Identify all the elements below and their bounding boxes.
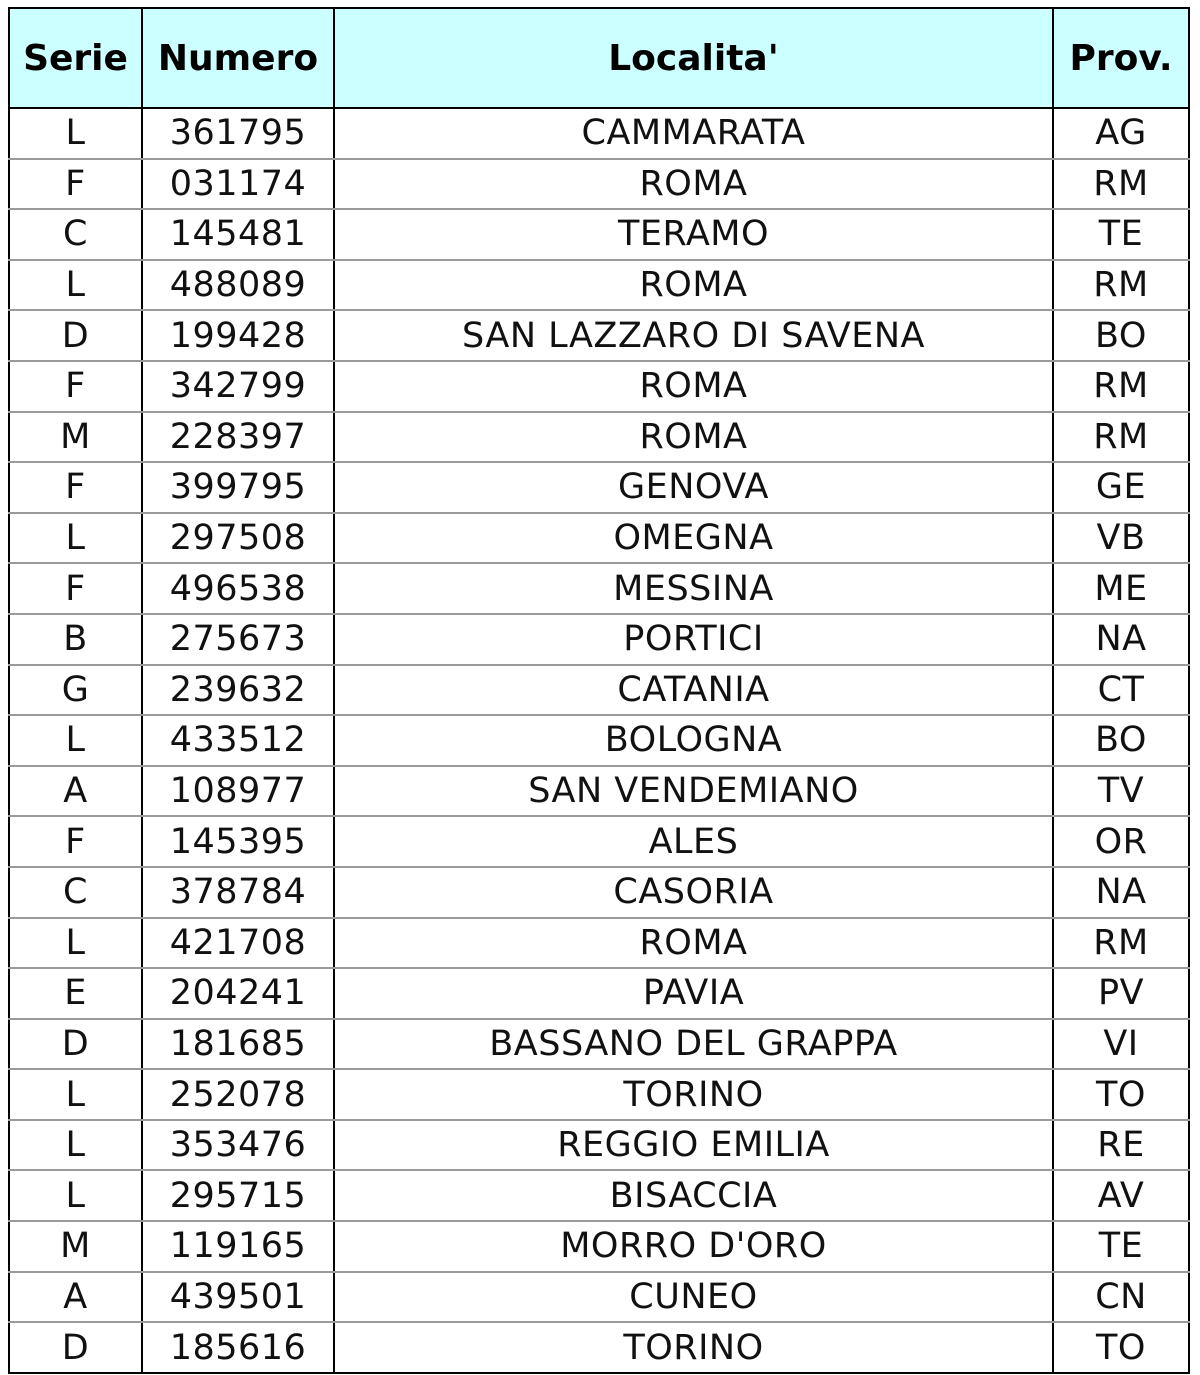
table-row (9, 1019, 1189, 1070)
cell-numero: 145481 (142, 209, 334, 260)
cell-prov: AG (1053, 108, 1189, 159)
cell-prov: TO (1053, 1069, 1189, 1120)
cell-prov: AV (1053, 1170, 1189, 1221)
cell-serie: L (9, 1069, 142, 1120)
cell-localita: SAN LAZZARO DI SAVENA (334, 310, 1053, 361)
cell-prov: VI (1053, 1019, 1189, 1070)
cell-serie: C (9, 867, 142, 918)
cell-localita: OMEGNA (334, 513, 1053, 564)
table-row (9, 614, 1189, 665)
cell-serie: F (9, 462, 142, 513)
cell-localita: ROMA (334, 412, 1053, 463)
cell-localita: CUNEO (334, 1272, 1053, 1323)
cell-localita: TORINO (334, 1069, 1053, 1120)
cell-prov: ME (1053, 563, 1189, 614)
table-row (9, 209, 1189, 260)
header-localita: Localita' (334, 8, 1053, 108)
cell-numero: 199428 (142, 310, 334, 361)
cell-localita: REGGIO EMILIA (334, 1120, 1053, 1171)
cell-prov: RE (1053, 1120, 1189, 1171)
cell-numero: 433512 (142, 715, 334, 766)
cell-serie: A (9, 766, 142, 817)
cell-localita: MORRO D'ORO (334, 1221, 1053, 1272)
cell-localita: MESSINA (334, 563, 1053, 614)
cell-localita: ROMA (334, 260, 1053, 311)
cell-numero: 496538 (142, 563, 334, 614)
table-row (9, 1069, 1189, 1120)
cell-serie: F (9, 159, 142, 210)
cell-numero: 488089 (142, 260, 334, 311)
cell-numero: 145395 (142, 816, 334, 867)
cell-serie: F (9, 816, 142, 867)
table-row (9, 159, 1189, 210)
cell-serie: D (9, 310, 142, 361)
cell-numero: 361795 (142, 108, 334, 159)
cell-prov: RM (1053, 260, 1189, 311)
table-row (9, 1120, 1189, 1171)
cell-localita: BASSANO DEL GRAPPA (334, 1019, 1053, 1070)
header-serie: Serie (9, 8, 142, 108)
cell-localita: CAMMARATA (334, 108, 1053, 159)
cell-numero: 342799 (142, 361, 334, 412)
table-row (9, 766, 1189, 817)
cell-localita: ROMA (334, 159, 1053, 210)
cell-serie: E (9, 968, 142, 1019)
table-row (9, 260, 1189, 311)
table-row (9, 563, 1189, 614)
cell-numero: 252078 (142, 1069, 334, 1120)
cell-localita: CATANIA (334, 665, 1053, 716)
cell-prov: PV (1053, 968, 1189, 1019)
cell-numero: 421708 (142, 918, 334, 969)
cell-numero: 031174 (142, 159, 334, 210)
cell-numero: 228397 (142, 412, 334, 463)
cell-serie: M (9, 412, 142, 463)
cell-serie: G (9, 665, 142, 716)
cell-numero: 295715 (142, 1170, 334, 1221)
cell-numero: 353476 (142, 1120, 334, 1171)
cell-serie: F (9, 361, 142, 412)
table-row (9, 968, 1189, 1019)
table-row (9, 918, 1189, 969)
cell-localita: TORINO (334, 1322, 1053, 1373)
cell-serie: L (9, 1120, 142, 1171)
cell-serie: L (9, 1170, 142, 1221)
table-header-row (9, 8, 1189, 108)
cell-prov: CT (1053, 665, 1189, 716)
cell-serie: D (9, 1322, 142, 1373)
cell-localita: PAVIA (334, 968, 1053, 1019)
table-row (9, 867, 1189, 918)
table-row (9, 1170, 1189, 1221)
cell-numero: 297508 (142, 513, 334, 564)
cell-serie: D (9, 1019, 142, 1070)
cell-serie: L (9, 260, 142, 311)
cell-prov: BO (1053, 715, 1189, 766)
cell-prov: OR (1053, 816, 1189, 867)
cell-numero: 239632 (142, 665, 334, 716)
cell-localita: ALES (334, 816, 1053, 867)
cell-serie: M (9, 1221, 142, 1272)
cell-numero: 439501 (142, 1272, 334, 1323)
table-row (9, 1221, 1189, 1272)
cell-localita: PORTICI (334, 614, 1053, 665)
cell-prov: TE (1053, 209, 1189, 260)
cell-prov: BO (1053, 310, 1189, 361)
cell-numero: 378784 (142, 867, 334, 918)
table-row (9, 1272, 1189, 1323)
cell-serie: B (9, 614, 142, 665)
cell-prov: VB (1053, 513, 1189, 564)
cell-numero: 185616 (142, 1322, 334, 1373)
results-table (8, 7, 1190, 1374)
table-row (9, 361, 1189, 412)
header-numero: Numero (142, 8, 334, 108)
cell-prov: TE (1053, 1221, 1189, 1272)
cell-serie: A (9, 1272, 142, 1323)
cell-numero: 399795 (142, 462, 334, 513)
cell-prov: TV (1053, 766, 1189, 817)
cell-prov: TO (1053, 1322, 1189, 1373)
cell-prov: RM (1053, 918, 1189, 969)
table-row (9, 665, 1189, 716)
cell-localita: ROMA (334, 918, 1053, 969)
cell-prov: RM (1053, 412, 1189, 463)
cell-prov: RM (1053, 361, 1189, 412)
cell-serie: L (9, 108, 142, 159)
cell-localita: SAN VENDEMIANO (334, 766, 1053, 817)
cell-serie: F (9, 563, 142, 614)
cell-numero: 108977 (142, 766, 334, 817)
cell-prov: GE (1053, 462, 1189, 513)
table-row (9, 412, 1189, 463)
cell-numero: 275673 (142, 614, 334, 665)
cell-prov: RM (1053, 159, 1189, 210)
header-prov: Prov. (1053, 8, 1189, 108)
cell-serie: L (9, 715, 142, 766)
results-table-container (8, 7, 1188, 1374)
table-row (9, 462, 1189, 513)
cell-prov: CN (1053, 1272, 1189, 1323)
cell-numero: 181685 (142, 1019, 334, 1070)
cell-numero: 204241 (142, 968, 334, 1019)
cell-prov: NA (1053, 614, 1189, 665)
table-row (9, 715, 1189, 766)
table-row (9, 1322, 1189, 1373)
cell-serie: L (9, 918, 142, 969)
cell-prov: NA (1053, 867, 1189, 918)
table-row (9, 816, 1189, 867)
cell-serie: C (9, 209, 142, 260)
table-row (9, 310, 1189, 361)
table-row (9, 513, 1189, 564)
cell-numero: 119165 (142, 1221, 334, 1272)
table-row (9, 108, 1189, 159)
cell-localita: CASORIA (334, 867, 1053, 918)
cell-localita: BOLOGNA (334, 715, 1053, 766)
cell-localita: GENOVA (334, 462, 1053, 513)
cell-serie: L (9, 513, 142, 564)
table-body (9, 108, 1189, 1373)
cell-localita: TERAMO (334, 209, 1053, 260)
cell-localita: BISACCIA (334, 1170, 1053, 1221)
cell-localita: ROMA (334, 361, 1053, 412)
